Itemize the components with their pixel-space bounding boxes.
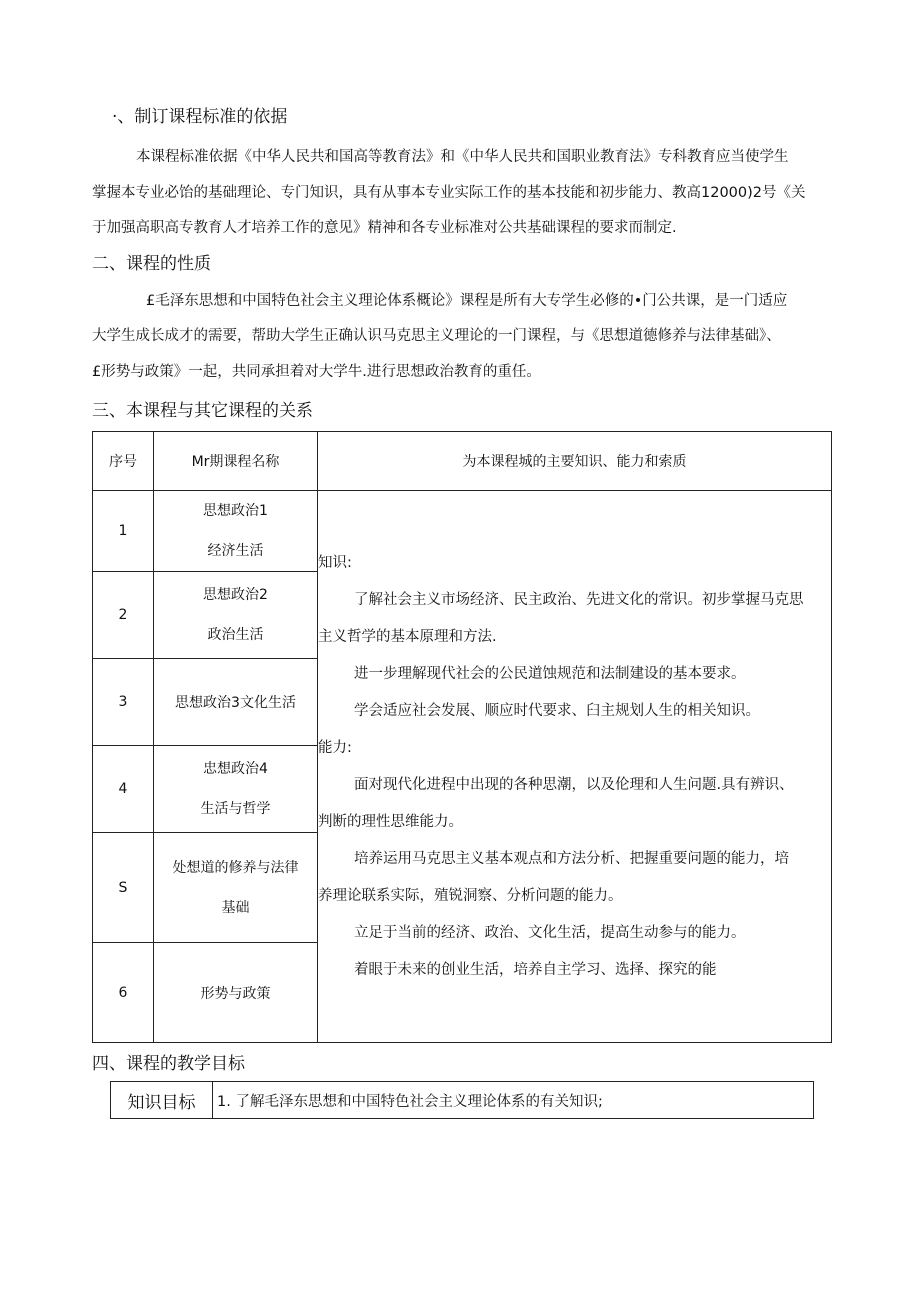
section-1-line-1: 本课程标准依据《中华人民共和国高等教育法》和《中华人民共和国职业教育法》专科教育应当使学生 (136, 149, 789, 165)
goal-text: 1. 了解毛泽东思想和中国特色社会主义理论体系的有关知识; (213, 1082, 814, 1119)
content-line: 能力: (318, 739, 352, 756)
row-course-name: 思想政治2 政治生活 (154, 572, 318, 659)
row-course-name: 忠想政治4 生活与哲学 (154, 746, 318, 833)
teaching-goals-table (110, 1081, 814, 1119)
content-line: 面对现代化进程中出现的各种思潮，以及伦理和人生问题.具有辨识、 (354, 776, 794, 793)
row-course-name: 思想政治3文化生活 (154, 659, 318, 746)
content-line: 知识: (318, 554, 352, 571)
section-2-line-3: £形势与政策》一起，共同承担着对大学牛.进行思想政治教育的重任。 (92, 364, 541, 380)
section-1-line-3: 于加强高职高专教育人才培养工作的意见》精神和各专业标准对公共基础课程的要求而制定. (92, 220, 677, 236)
content-line: 进一步理解现代社会的公民道蚀规范和法制建设的基本要求。 (354, 665, 746, 682)
row-number: 1 (93, 491, 154, 572)
row-number: 3 (93, 659, 154, 746)
content-line: 了解社会主义市场经济、民主政治、先进文化的常识。初步掌握马克思 (354, 591, 804, 608)
header-knowledge: 为本课程城的主要知识、能力和索质 (318, 432, 832, 491)
section-2-line-1: £毛泽东思想和中国特色社会主义理论体系概论》课程是所有大专学生必修的•门公共课，是一门适应 (146, 293, 788, 309)
course-relation-table (92, 431, 832, 1043)
row-number: 6 (93, 943, 154, 1043)
content-line: 立足于当前的经济、政治、文化生活，提高生动参与的能力。 (354, 924, 746, 941)
header-course-name: Mr期课程名称 (154, 432, 318, 491)
content-line: 学会适应社会发展、顺应时代要求、臼主规划人生的相关知识。 (354, 702, 760, 719)
content-line: 判断的理性思维能力。 (318, 813, 463, 830)
content-line: 养理论联系实际，殖锐洞察、分析问题的能力。 (318, 887, 623, 904)
content-line: 培养运用马克思主义基本观点和方法分析、把握重要问题的能力，培 (354, 850, 789, 867)
row-course-name: 形势与政策 (154, 943, 318, 1043)
content-line: 着眼于未来的创业生活，培养自主学习、选择、探究的能 (354, 961, 717, 978)
row-course-name: 思想政治1 经济生活 (154, 491, 318, 572)
content-line: 主义哲学的基本原理和方法. (318, 628, 497, 645)
header-number: 序号 (93, 432, 154, 491)
row-number: 2 (93, 572, 154, 659)
section-1-line-2: 掌握本专业必饴的基础理论、专门知识，具有从事本专业实际工作的基本技能和初步能力、教高12000)2号《关 (92, 185, 806, 201)
row-number: 4 (93, 746, 154, 833)
goal-label: 知识目标 (111, 1082, 213, 1119)
section-2-heading: 二、课程的性质 (92, 254, 211, 274)
section-1-heading: ·、制订课程标准的依据 (112, 107, 288, 127)
row-course-name: 处想道的修养与法律 基础 (154, 833, 318, 943)
section-4-heading: 四、课程的教学目标 (92, 1054, 245, 1074)
knowledge-ability-cell (318, 491, 832, 1043)
section-3-heading: 三、本课程与其它课程的关系 (92, 401, 313, 421)
section-2-line-2: 大学生成长成才的需要，帮助大学生正确认识马克思主义理论的一门课程，与《思想道德修养与法律基础》、 (92, 328, 781, 344)
row-number: S (93, 833, 154, 943)
